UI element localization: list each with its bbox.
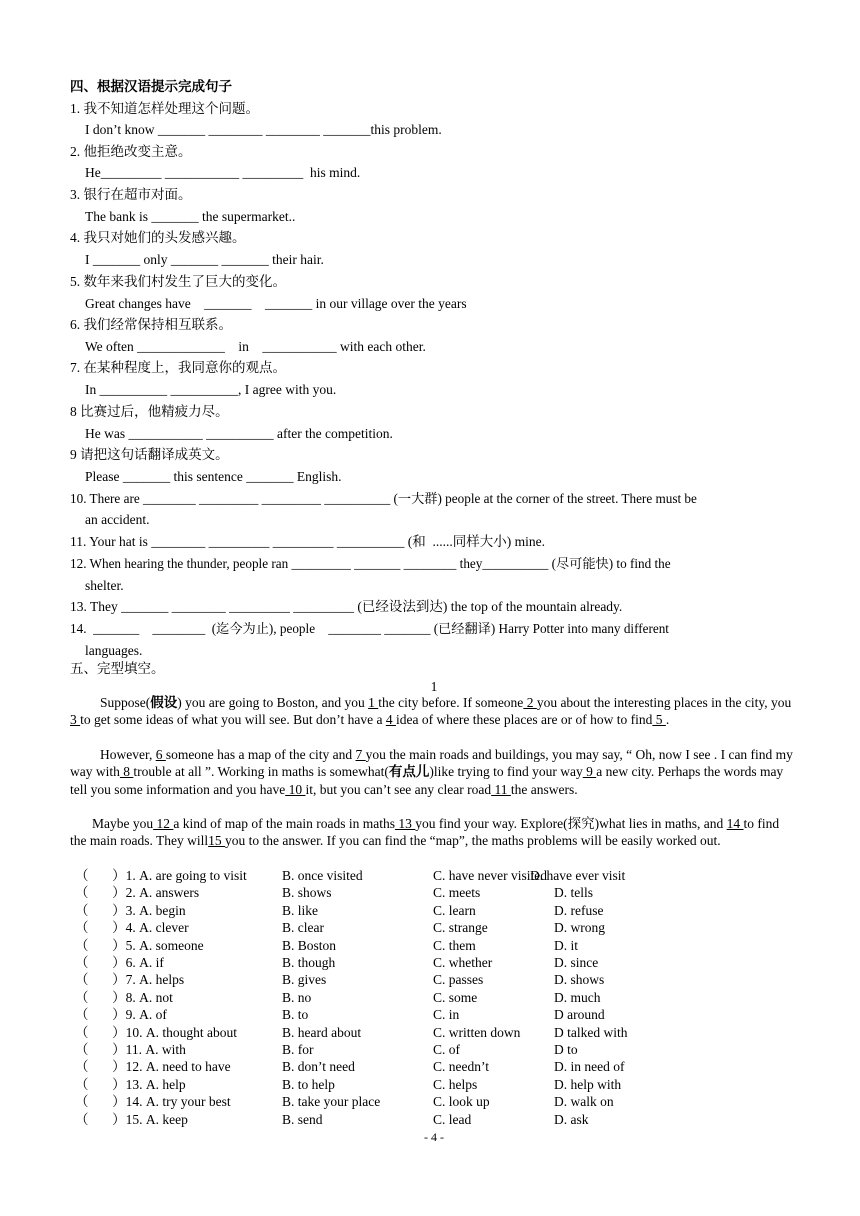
item-14-line-2: languages. — [85, 643, 143, 658]
choice-d[interactable]: D. walk on — [554, 1094, 614, 1110]
question-1-choice-a[interactable]: （ ）1. A. are going to visit — [75, 868, 247, 883]
question-5-choice-a[interactable]: （ ）5. A. someone — [75, 937, 204, 953]
question-10-choice-a[interactable]: （ ）10. A. thought about — [75, 1024, 237, 1040]
choice-c[interactable]: C. have never visited — [433, 868, 547, 883]
question-7-choice-a[interactable]: （ ）7. A. helps — [75, 972, 185, 988]
option-row — [70, 971, 798, 988]
question-8-choice-a[interactable]: （ ）8. A. not — [75, 989, 173, 1005]
choice-d[interactable]: D. ask — [554, 1111, 589, 1127]
option-row — [70, 1076, 798, 1093]
choice-d[interactable]: D. much — [554, 989, 601, 1005]
choice-c[interactable]: C. some — [433, 989, 478, 1005]
choice-c[interactable]: C. lead — [433, 1111, 472, 1127]
choice-c[interactable]: C. meets — [433, 885, 481, 901]
section-5-title: 五、完型填空。 — [70, 661, 165, 676]
section-4-title: 四、根据汉语提示完成句子 — [70, 79, 232, 94]
choice-d[interactable]: D. wrong — [554, 920, 605, 936]
choice-c[interactable]: C. passes — [433, 972, 484, 988]
choice-b[interactable]: B. for — [282, 1042, 314, 1057]
option-row — [70, 1093, 798, 1110]
choice-b[interactable]: B. Boston — [282, 937, 337, 953]
choice-b[interactable]: B. to help — [282, 1076, 335, 1092]
passage-paragraph-3: Maybe you 12 a kind of map of the main roads in maths 13 you find your way. Explore(探究)what lies in maths, and 14 to find the main roads. They will15 you to the answer. If you can find the “map”, the maths problems will be easily worked out. — [70, 816, 780, 849]
item-5-english: Great changes have _______ _______ in our village over the years — [85, 296, 467, 311]
item-5-chinese: 5. 数年来我们村发生了巨大的变化。 — [70, 274, 286, 289]
item-7-english: In __________ __________, I agree with you. — [85, 382, 337, 397]
option-row — [70, 937, 798, 954]
choice-c[interactable]: C. whether — [433, 955, 493, 970]
choice-d[interactable]: D. it — [554, 937, 579, 953]
choice-d[interactable]: D. since — [554, 955, 599, 970]
question-12-choice-a[interactable]: （ ）12. A. need to have — [75, 1059, 231, 1075]
item-9-english: Please _______ this sentence _______ English. — [85, 469, 342, 484]
passage-paragraph-1: Suppose(假设) you are going to Boston, and you 1 the city before. If someone 2 you about the interesting places in the city, you 3 to get some ideas of what you will see. But don’t have a 4 idea of where these places are or of how to find 5 . — [70, 695, 792, 728]
option-row — [70, 919, 798, 936]
option-row — [70, 954, 798, 971]
item-12-line-2: shelter. — [85, 578, 124, 593]
question-3-choice-a[interactable]: （ ）3. A. begin — [75, 902, 186, 918]
choice-b[interactable]: B. though — [282, 955, 336, 970]
option-row — [70, 989, 798, 1006]
choice-c[interactable]: C. them — [433, 937, 476, 953]
item-3-english: The bank is _______ the supermarket.. — [85, 209, 296, 224]
item-14-line-1: 14. _______ ________ (迄今为止), people ________ _______ (已经翻译) Harry Potter into many different — [70, 621, 669, 636]
question-2-choice-a[interactable]: （ ）2. A. answers — [75, 885, 200, 901]
choice-c[interactable]: C. strange — [433, 920, 488, 936]
option-row — [70, 1058, 798, 1075]
item-1-chinese: 1. 我不知道怎样处理这个问题。 — [70, 101, 259, 116]
choice-b[interactable]: B. to — [282, 1007, 309, 1023]
choice-b[interactable]: B. shows — [282, 885, 332, 901]
item-11: 11. Your hat is ________ _________ _________ __________ (和 ......同样大小) mine. — [70, 534, 545, 549]
choice-c[interactable]: C. in — [433, 1007, 460, 1023]
option-row — [70, 1041, 798, 1058]
option-row — [70, 1111, 798, 1128]
item-12-line-1: 12. When hearing the thunder, people ran _________ _______ ________ they__________ (尽可能快) to find the — [70, 556, 671, 571]
choice-c[interactable]: C. needn’t — [433, 1059, 489, 1075]
option-row — [70, 867, 798, 884]
passage-number: 1 — [430, 679, 438, 694]
choice-c[interactable]: C. learn — [433, 902, 476, 918]
item-3-chinese: 3. 银行在超市对面。 — [70, 187, 192, 202]
choice-d[interactable]: D. shows — [554, 972, 605, 988]
option-row — [70, 1024, 798, 1041]
question-14-choice-a[interactable]: （ ）14. A. try your best — [75, 1094, 231, 1110]
choice-d[interactable]: D. help with — [554, 1076, 622, 1092]
item-7-chinese: 7. 在某种程度上，我同意你的观点。 — [70, 360, 286, 375]
choice-d[interactable]: D to — [554, 1042, 578, 1057]
item-1-english: I don’t know _______ ________ ________ _______this problem. — [85, 122, 442, 137]
option-row — [70, 884, 798, 901]
item-6-english: We often _____________ in ___________ with each other. — [85, 339, 426, 354]
question-6-choice-a[interactable]: （ ）6. A. if — [75, 955, 164, 970]
question-13-choice-a[interactable]: （ ）13. A. help — [75, 1076, 186, 1092]
choice-d[interactable]: D. tells — [554, 885, 593, 901]
choice-c[interactable]: C. look up — [433, 1094, 490, 1110]
question-11-choice-a[interactable]: （ ）11. A. with — [75, 1042, 186, 1057]
question-9-choice-a[interactable]: （ ）9. A. of — [75, 1007, 167, 1023]
question-4-choice-a[interactable]: （ ）4. A. clever — [75, 920, 189, 936]
choice-d[interactable]: D around — [554, 1007, 605, 1023]
item-10-line-2: an accident. — [85, 512, 150, 527]
choice-b[interactable]: B. no — [282, 989, 312, 1005]
choice-b[interactable]: B. gives — [282, 972, 327, 988]
choice-b[interactable]: B. don’t need — [282, 1059, 355, 1075]
item-8-english: He was ___________ __________ after the competition. — [85, 426, 393, 441]
choice-d[interactable]: D. refuse — [554, 902, 604, 918]
choice-b[interactable]: B. heard about — [282, 1024, 362, 1040]
choice-c[interactable]: C. of — [433, 1042, 460, 1057]
choice-d[interactable]: D. in need of — [554, 1059, 625, 1075]
choice-d[interactable]: D talked with — [554, 1024, 628, 1040]
item-13: 13. They _______ ________ _________ _________ (已经设法到达) the top of the mountain already. — [70, 599, 623, 614]
item-4-english: I _______ only _______ _______ their hair. — [85, 252, 324, 267]
choice-b[interactable]: B. clear — [282, 920, 324, 936]
choice-c[interactable]: C. written down — [433, 1024, 521, 1040]
choice-b[interactable]: B. like — [282, 902, 318, 918]
item-2-chinese: 2. 他拒绝改变主意。 — [70, 144, 192, 159]
item-4-chinese: 4. 我只对她们的头发感兴趣。 — [70, 230, 246, 245]
choice-b[interactable]: B. send — [282, 1111, 323, 1127]
question-15-choice-a[interactable]: （ ）15. A. keep — [75, 1111, 188, 1127]
item-8-chinese: 8 比赛过后，他精疲力尽。 — [70, 404, 229, 419]
choice-b[interactable]: B. once visited — [282, 868, 363, 883]
item-10-line-1: 10. There are ________ _________ _________ __________ (一大群) people at the corner of the street. There must be — [70, 491, 697, 506]
option-row — [70, 902, 798, 919]
choice-b[interactable]: B. take your place — [282, 1094, 381, 1110]
item-6-chinese: 6. 我们经常保持相互联系。 — [70, 317, 232, 332]
passage-paragraph-2: However, 6 someone has a map of the city and 7 you the main roads and buildings, you may say, “ Oh, now I see . I can find my way with 8 trouble at all ”. Working in maths is somewhat(有点儿)like trying to find your way 9 a new city. Perhaps the words may tell you some information and you have 10 it, but you can’t see any clear road 11 the answers. — [70, 747, 793, 797]
page-number: - 4 - — [424, 1130, 444, 1144]
choice-d[interactable]: D. have ever visit — [530, 868, 626, 883]
option-row — [70, 1006, 798, 1023]
item-2-english: He_________ ___________ _________ his mind. — [85, 165, 361, 180]
choice-c[interactable]: C. helps — [433, 1076, 478, 1092]
item-9-chinese: 9 请把这句话翻译成英文。 — [70, 447, 229, 462]
